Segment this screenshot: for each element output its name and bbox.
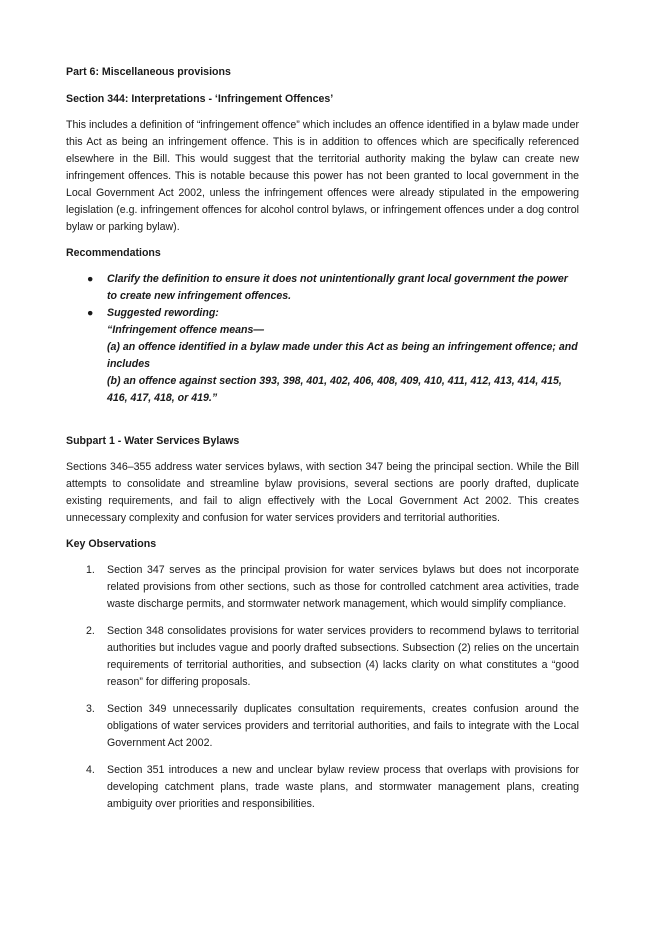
observation-text: Section 348 consolidates provisions for water services providers to recommend bylaws to territorial authorities but includes vague and poorly drafted subsections. Subsection (2) relies on the uncertain requirements of territorial authorities, and subsection (4) lacks clarity on what constitutes a “good reason” for differing proposals. <box>107 625 579 688</box>
list-number: 3. <box>86 703 95 715</box>
observation-text: Section 349 unnecessarily duplicates consultation requirements, creates confusion around the obligations of water services providers and territorial authorities, and fails to integrate with the Local Government Act 2002. <box>107 703 579 749</box>
bullet-icon: ● <box>87 273 94 285</box>
recommendations-list <box>66 271 579 407</box>
subpart-heading: Subpart 1 - Water Services Bylaws <box>66 435 240 447</box>
recommendation-line: (b) an offence against section 393, 398, 401, 402, 406, 408, 409, 410, 411, 412, 413, 414, 415, 416, 417, 418, or 419.” <box>107 375 562 404</box>
list-number: 4. <box>86 764 95 776</box>
observations-list <box>66 562 579 813</box>
observation-item <box>66 762 579 813</box>
recommendation-item <box>66 271 579 305</box>
recommendation-line: Suggested rewording: <box>107 307 219 319</box>
recommendation-item <box>66 305 579 407</box>
list-number: 1. <box>86 564 95 576</box>
section-heading: Section 344: Interpretations - ‘Infringement Offences’ <box>66 93 334 105</box>
recommendation-line: Clarify the definition to ensure it does not unintentionally grant local government the power to create new infringement offences. <box>107 273 568 302</box>
observation-item <box>66 562 579 613</box>
recommendation-line: (a) an offence identified in a bylaw made under this Act as being an infringement offence; and includes <box>107 341 578 370</box>
section-paragraph: This includes a definition of “infringement offence” which includes an offence identified in a bylaw made under this Act as being an infringement offence. This is in addition to offences which are specifically referenced elsewhere in the Bill. This would suggest that the territorial authority making the bylaw can create new infringement offences. This is notable because this power has not been granted to local government in the Local Government Act 2002, unless the infringement offences were already stipulated in the empowering legislation (e.g. infringement offences for alcohol control bylaws, or infringement offences under a dog control bylaw or parking bylaw). <box>66 119 579 233</box>
recommendations-heading: Recommendations <box>66 247 161 259</box>
recommendation-line: “Infringement offence means— <box>107 324 264 336</box>
observation-item <box>66 701 579 752</box>
observation-item <box>66 623 579 691</box>
bullet-icon: ● <box>87 307 94 319</box>
part-heading: Part 6: Miscellaneous provisions <box>66 66 231 78</box>
list-number: 2. <box>86 625 95 637</box>
subpart-paragraph: Sections 346–355 address water services bylaws, with section 347 being the principal section. While the Bill attempts to consolidate and streamline bylaw provisions, several sections are poorly drafted, duplicate existing requirements, and fail to align effectively with the Local Government Act 2002. This creates unnecessary complexity and confusion for water services providers and territorial authorities. <box>66 461 579 524</box>
observation-text: Section 351 introduces a new and unclear bylaw review process that overlaps with provisions for developing catchment plans, trade waste plans, and stormwater management plans, creating ambiguity over priorities and responsibilities. <box>107 764 579 810</box>
key-observations-heading: Key Observations <box>66 538 157 550</box>
observation-text: Section 347 serves as the principal provision for water services bylaws but does not incorporate related provisions from other sections, such as those for controlled catchment area activities, trade waste discharge permits, and stormwater network management, which would simplify compliance. <box>107 564 579 610</box>
